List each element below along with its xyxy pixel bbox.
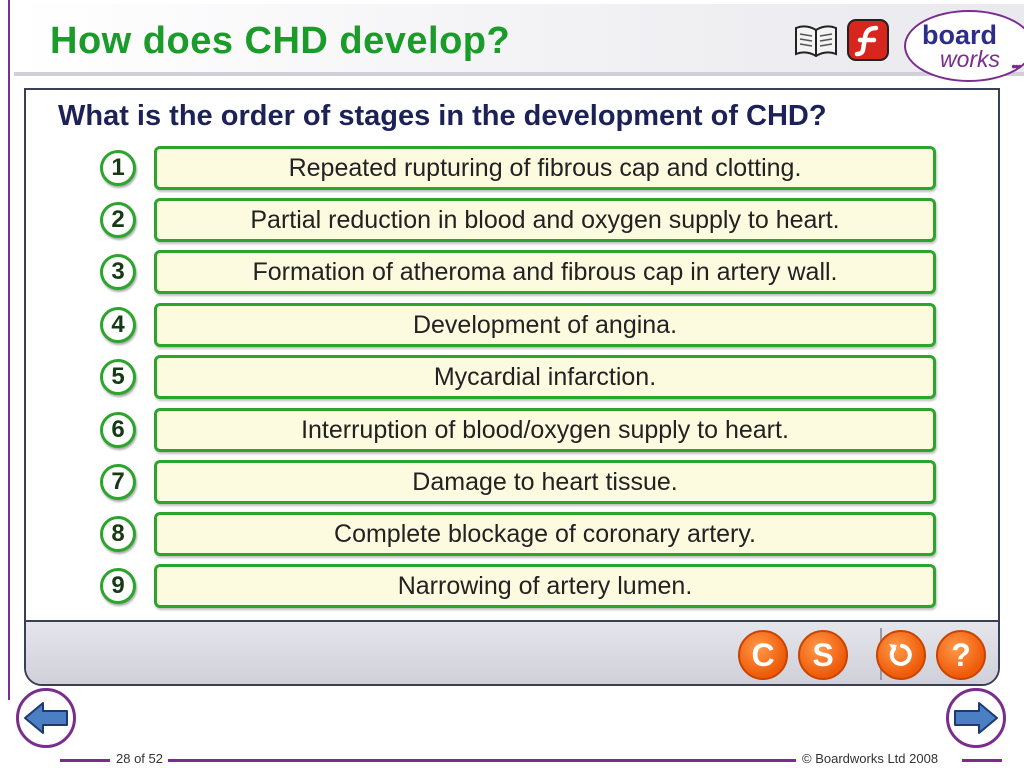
left-border-rule	[8, 0, 10, 700]
stage-number: 4	[100, 307, 136, 343]
stage-number: 2	[100, 202, 136, 238]
activity-panel	[24, 88, 1000, 686]
stage-item[interactable]	[100, 146, 962, 192]
c-button[interactable]: C	[738, 630, 788, 680]
footer-line-mid	[168, 759, 796, 762]
boardworks-logo	[904, 10, 1024, 82]
stage-card[interactable]: Partial reduction in blood and oxygen supply to heart.	[154, 198, 936, 242]
stage-item[interactable]	[100, 355, 962, 401]
logo-dots: •••	[1011, 58, 1020, 74]
top-icons	[792, 16, 892, 64]
stage-number: 3	[100, 254, 136, 290]
arrow-right-icon	[953, 701, 999, 735]
stage-card[interactable]: Mycardial infarction.	[154, 355, 936, 399]
stage-card[interactable]: Development of angina.	[154, 303, 936, 347]
logo-board-text: board	[922, 20, 998, 50]
stage-number: 5	[100, 359, 136, 395]
help-button[interactable]: ?	[936, 630, 986, 680]
stage-card[interactable]: Complete blockage of coronary artery.	[154, 512, 936, 556]
stage-card[interactable]: Formation of atheroma and fibrous cap in artery wall.	[154, 250, 936, 294]
page-number: 28 of 52	[116, 751, 163, 766]
stage-item[interactable]	[100, 460, 962, 506]
stage-item[interactable]	[100, 512, 962, 558]
previous-slide-button[interactable]	[16, 688, 76, 748]
panel-control-bar	[26, 620, 998, 684]
question-text: What is the order of stages in the development of CHD?	[58, 100, 827, 132]
arrow-left-icon	[23, 701, 69, 735]
s-button[interactable]: S	[798, 630, 848, 680]
book-icon[interactable]	[792, 16, 840, 64]
page-title: How does CHD develop?	[50, 20, 511, 62]
reset-button[interactable]	[876, 630, 926, 680]
stage-item[interactable]	[100, 250, 962, 296]
stage-number: 8	[100, 516, 136, 552]
stage-item[interactable]	[100, 564, 962, 610]
stage-number: 6	[100, 412, 136, 448]
footer-line-right	[962, 759, 1002, 762]
stage-item[interactable]	[100, 198, 962, 244]
footer-line-left	[60, 759, 110, 762]
stage-card[interactable]: Interruption of blood/oxygen supply to heart.	[154, 408, 936, 452]
stage-number: 7	[100, 464, 136, 500]
flash-icon[interactable]	[844, 16, 892, 64]
next-slide-button[interactable]	[946, 688, 1006, 748]
logo-works-text: works	[940, 46, 1001, 72]
stage-card[interactable]: Damage to heart tissue.	[154, 460, 936, 504]
stage-card[interactable]: Narrowing of artery lumen.	[154, 564, 936, 608]
stage-number: 1	[100, 150, 136, 186]
stage-number: 9	[100, 568, 136, 604]
copyright-text: © Boardworks Ltd 2008	[802, 751, 939, 766]
stage-card[interactable]: Repeated rupturing of fibrous cap and clotting.	[154, 146, 936, 190]
reset-icon	[886, 640, 916, 670]
stage-item[interactable]	[100, 303, 962, 349]
title-bar	[14, 4, 1024, 76]
stage-item[interactable]	[100, 408, 962, 454]
